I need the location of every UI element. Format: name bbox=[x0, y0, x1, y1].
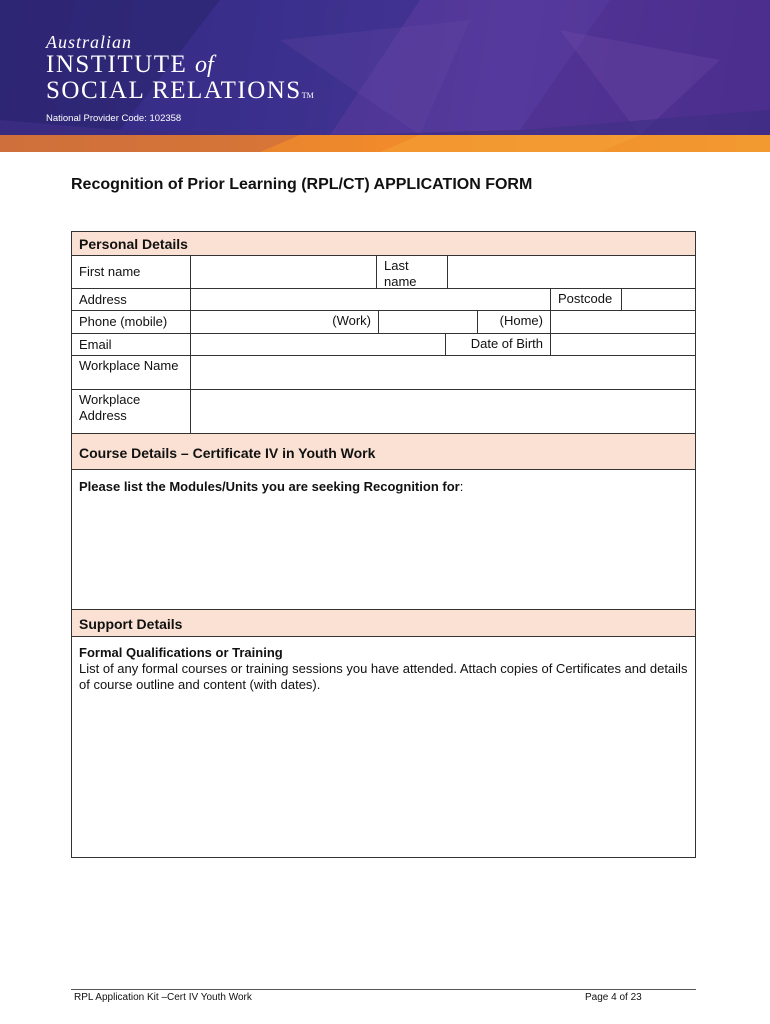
label-email: Email bbox=[71, 333, 191, 356]
section-heading-support-details: Support Details bbox=[71, 609, 696, 637]
formal-qualifications-instruction: List of any formal courses or training sessions you have attended. Attach copies of Certificates and details of course outline and content (with dates). bbox=[79, 661, 688, 692]
provider-code: National Provider Code: 102358 bbox=[46, 113, 182, 124]
header-banner bbox=[0, 0, 770, 152]
modules-units-prompt-colon: : bbox=[459, 479, 464, 494]
label-phone-home: (Home) bbox=[477, 310, 551, 334]
email-field[interactable] bbox=[190, 333, 446, 356]
label-first-name: First name bbox=[71, 255, 191, 289]
rpl-application-form bbox=[71, 231, 696, 858]
label-last-name: Last name bbox=[376, 255, 448, 289]
workplace-address-field[interactable] bbox=[190, 389, 696, 434]
logo-line-institute bbox=[46, 52, 314, 78]
modules-units-prompt: Please list the Modules/Units you are seeking Recognition for bbox=[79, 479, 460, 494]
modules-units-field[interactable] bbox=[71, 469, 696, 610]
logo-word-institute: INSTITUTE bbox=[46, 51, 188, 78]
page-title: Recognition of Prior Learning (RPL/CT) APPLICATION FORM bbox=[71, 176, 533, 193]
phone-work-field[interactable] bbox=[378, 310, 478, 334]
label-phone-mobile: Phone (mobile) bbox=[71, 310, 191, 334]
logo-word-of: of bbox=[195, 52, 214, 78]
logo-word-social-relations: SOCIAL RELATIONS bbox=[46, 77, 302, 104]
first-name-field[interactable] bbox=[190, 255, 377, 289]
label-phone-work: (Work) bbox=[190, 310, 379, 334]
logo-trademark: TM bbox=[301, 91, 314, 100]
logo-line-social-relations bbox=[46, 78, 314, 109]
footer-page-number: Page 4 of 23 bbox=[585, 992, 642, 1003]
label-workplace-name: Workplace Name bbox=[71, 355, 191, 390]
institute-logo bbox=[46, 32, 314, 127]
footer-divider bbox=[71, 989, 696, 990]
label-address: Address bbox=[71, 288, 191, 311]
formal-qualifications-subheading: Formal Qualifications or Training bbox=[79, 645, 283, 660]
section-heading-personal-details: Personal Details bbox=[71, 231, 696, 256]
formal-qualifications-field[interactable] bbox=[71, 636, 696, 858]
section-heading-course-details: Course Details – Certificate IV in Youth Work bbox=[71, 433, 696, 470]
phone-home-field[interactable] bbox=[550, 310, 696, 334]
footer-document-name: RPL Application Kit –Cert IV Youth Work bbox=[74, 992, 252, 1003]
label-workplace-address: Workplace Address bbox=[71, 389, 191, 434]
postcode-field[interactable] bbox=[621, 288, 696, 311]
workplace-name-field[interactable] bbox=[190, 355, 696, 390]
label-date-of-birth: Date of Birth bbox=[445, 333, 551, 356]
last-name-field[interactable] bbox=[447, 255, 696, 289]
date-of-birth-field[interactable] bbox=[550, 333, 696, 356]
label-postcode: Postcode bbox=[550, 288, 622, 311]
logo-line-australian: Australian bbox=[46, 32, 133, 52]
address-field[interactable] bbox=[190, 288, 551, 311]
